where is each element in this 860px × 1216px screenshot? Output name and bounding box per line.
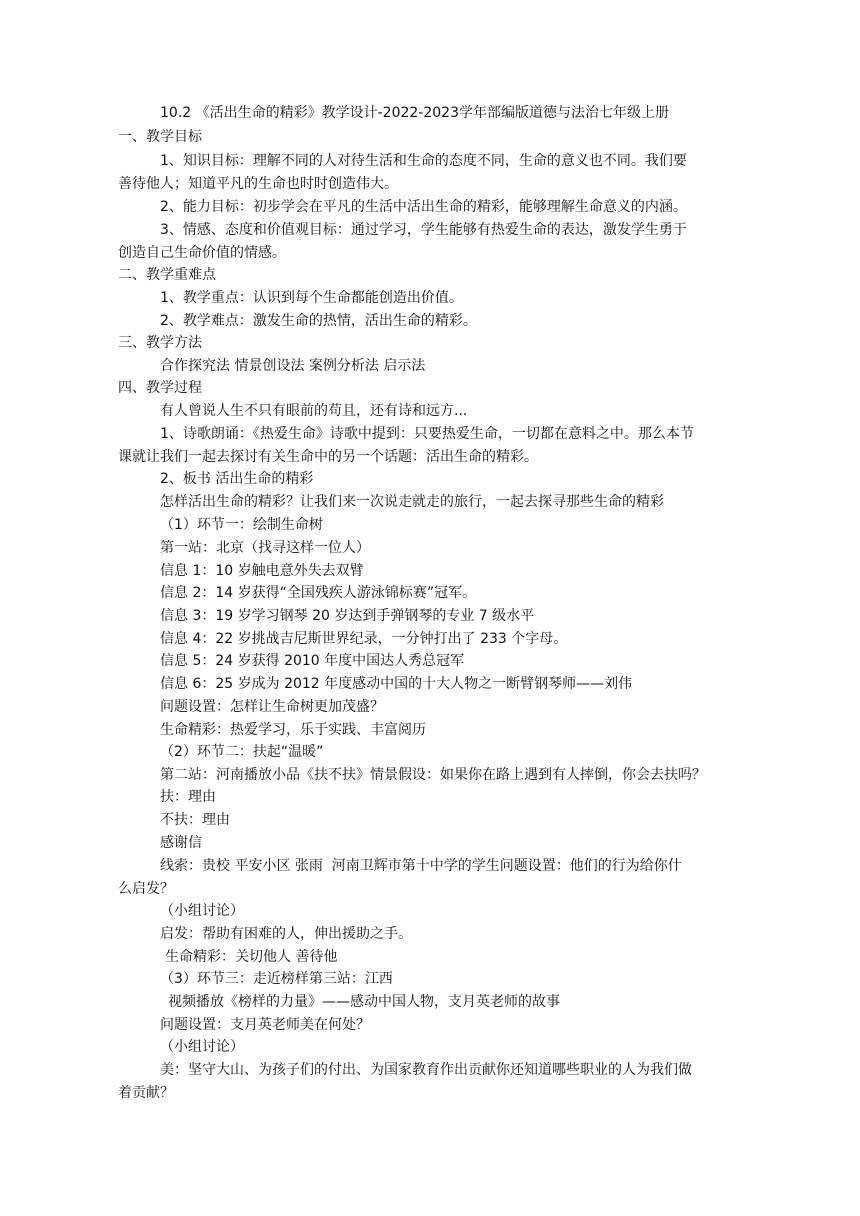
paragraph-line: 1、教学重点：认识到每个生命都能创造出价值。	[160, 290, 463, 306]
paragraph-line: 2、板书 活出生命的精彩	[160, 471, 314, 487]
paragraph-line: 信息 3：19 岁学习钢琴 20 岁达到手弹钢琴的专业 7 级水平	[160, 608, 535, 624]
paragraph-line: 么启发？	[118, 881, 174, 897]
paragraph-line: （小组讨论）	[160, 1039, 244, 1055]
paragraph-line: 信息 6：25 岁成为 2012 年度感动中国的十大人物之一断臂钢琴师——刘伟	[160, 676, 633, 692]
paragraph-line: 问题设置：支月英老师美在何处？	[160, 1017, 370, 1033]
paragraph-line: 3、情感、态度和价值观目标：通过学习，学生能够有热爱生命的表达，激发学生勇于	[160, 222, 687, 238]
paragraph-line: 怎样活出生命的精彩？让我们来一次说走就走的旅行，一起去探寻那些生命的精彩	[160, 494, 664, 510]
section-heading-process: 四、教学过程	[118, 380, 202, 396]
paragraph-line: 生命精彩：关切他人 善待他	[165, 949, 338, 965]
document-title: 10.2 《活出生命的精彩》教学设计-2022-2023学年部编版道德与法治七年级上册	[160, 105, 669, 121]
paragraph-line: 问题设置：怎样让生命树更加茂盛？	[160, 699, 384, 715]
paragraph-line: 2、教学难点：激发生命的热情，活出生命的精彩。	[160, 313, 477, 329]
paragraph-line: 信息 5：24 岁获得 2010 年度中国达人秀总冠军	[160, 653, 465, 669]
paragraph-line: 不扶：理由	[160, 812, 230, 828]
paragraph-line: 1、知识目标：理解不同的人对待生活和生命的态度不同，生命的意义也不同。我们要	[160, 153, 687, 169]
paragraph-line: 生命精彩：热爱学习，乐于实践、丰富阅历	[160, 722, 426, 738]
paragraph-line: （1）环节一：绘制生命树	[160, 517, 323, 533]
paragraph-line: 第二站：河南播放小品《扶不扶》情景假设：如果你在路上遇到有人摔倒，你会去扶吗？	[160, 767, 706, 783]
paragraph-line: 有人曾说人生不只有眼前的苟且，还有诗和远方...	[160, 403, 468, 419]
section-heading-key-points: 二、教学重难点	[118, 267, 216, 283]
paragraph-line: 着贡献？	[118, 1085, 174, 1101]
paragraph-line: 美：坚守大山、为孩子们的付出、为国家教育作出贡献你还知道哪些职业的人为我们做	[160, 1062, 692, 1078]
paragraph-line: 2、能力目标：初步学会在平凡的生活中活出生命的精彩，能够理解生命意义的内涵。	[160, 199, 687, 215]
paragraph-line: 线索：贵校 平安小区 张雨 河南卫辉市第十中学的学生问题设置：他们的行为给你什	[160, 858, 682, 874]
paragraph-line: 启发：帮助有困难的人，伸出援助之手。	[160, 926, 412, 942]
paragraph-line: 信息 1：10 岁触电意外失去双臂	[160, 563, 364, 579]
paragraph-line: （3）环节三：走近榜样第三站：江西	[160, 971, 393, 987]
paragraph-line: （2）环节二：扶起“温暖”	[160, 744, 324, 760]
paragraph-line: 信息 2：14 岁获得“全国残疾人游泳锦标赛”冠军。	[160, 585, 477, 601]
paragraph-line: （小组讨论）	[160, 903, 244, 919]
paragraph-line: 合作探究法 情景创设法 案例分析法 启示法	[160, 358, 426, 374]
paragraph-line: 扶：理由	[160, 789, 216, 805]
paragraph-line: 课就让我们一起去探讨有关生命中的另一个话题：活出生命的精彩。	[118, 449, 538, 465]
paragraph-line: 创造自己生命价值的情感。	[118, 245, 286, 261]
paragraph-line: 信息 4：22 岁挑战吉尼斯世界纪录，一分钟打出了 233 个字母。	[160, 631, 568, 647]
section-heading-objectives: 一、教学目标	[118, 129, 202, 145]
paragraph-line: 第一站：北京（找寻这样一位人）	[160, 540, 370, 556]
section-heading-methods: 三、教学方法	[118, 335, 202, 351]
paragraph-line: 感谢信	[160, 835, 202, 851]
paragraph-line: 1、诗歌朗诵：《热爱生命》诗歌中提到：只要热爱生命，一切都在意料之中。那么本节	[160, 426, 694, 442]
paragraph-line: 视频播放《榜样的力量》——感动中国人物，支月英老师的故事	[168, 994, 560, 1010]
paragraph-line: 善待他人；知道平凡的生命也时时创造伟大。	[118, 176, 398, 192]
